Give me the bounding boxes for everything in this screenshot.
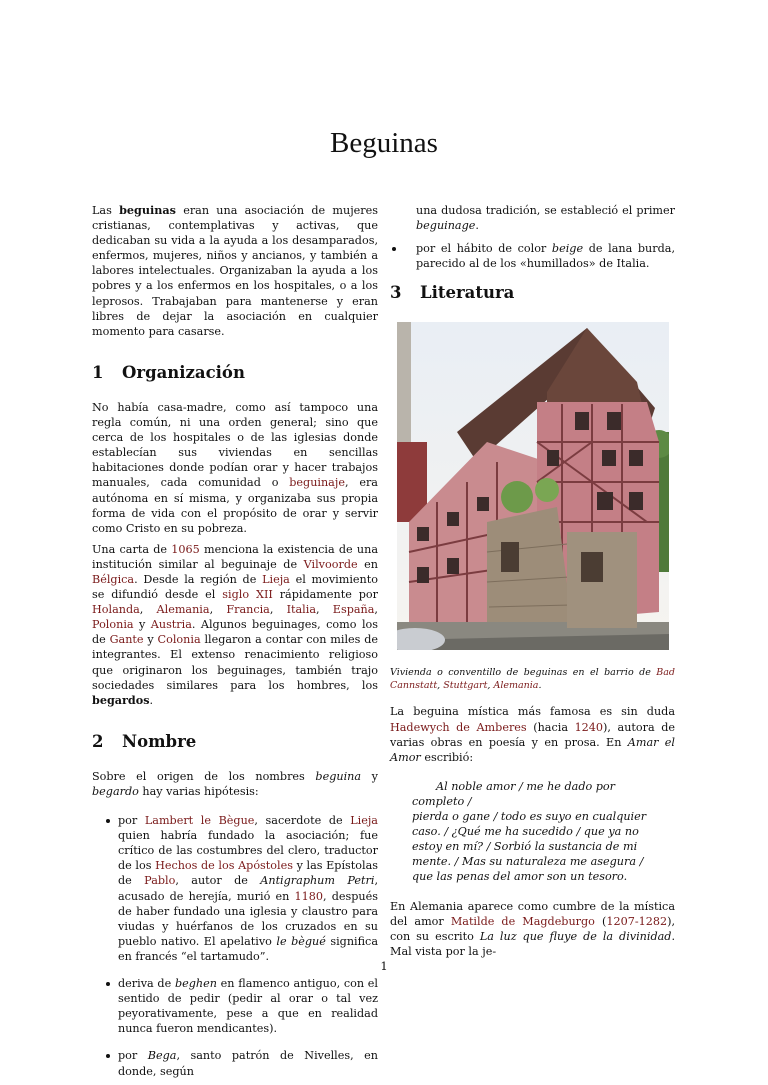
hypotheses-list xyxy=(92,813,378,1079)
link-gante[interactable]: Gante xyxy=(109,633,144,647)
page-number: 1 xyxy=(380,959,388,973)
organizacion-paragraph-1: No había casa-madre, como así tampoco una regla común, ni una orden general; sino que cerca de los hospitales o de las iglesias donde establecían sus viviendas en sencillas habitaciones donde podían orar y hacer trabajos manuales, cada comunidad o beguinaje, era autónoma en sí misma, y organizaba sus propia forma de vida con el propósito de orar y servir como Cristo en su pobreza. xyxy=(92,400,378,535)
link-alemania-caption[interactable]: Alemania xyxy=(493,680,539,692)
list-item: por el hábito de color beige de lana burda, parecido al de los «humillados» de Italia. xyxy=(390,241,675,271)
literatura-paragraph-2: En Alemania aparece como cumbre de la mística del amor Matilde de Magdeburgo (1207-1282), con su escrito La luz que fluye de la divinidad. Mal vista por la je- xyxy=(390,899,676,958)
nombre-paragraph: Sobre el origen de los nombres beguina y begardo hay varias hipótesis: xyxy=(92,769,378,798)
link-espana[interactable]: España xyxy=(332,603,375,617)
link-francia[interactable]: Francia xyxy=(226,603,270,617)
link-colonia[interactable]: Colonia xyxy=(157,633,201,647)
link-1240[interactable]: 1240 xyxy=(574,720,604,734)
link-hadewych[interactable]: Hadewych de Amberes xyxy=(390,720,527,734)
link-1180[interactable]: 1180 xyxy=(294,889,323,903)
right-column xyxy=(390,203,675,965)
link-hechos-de-los-apostoles[interactable]: Hechos de los Apóstoles xyxy=(155,859,293,873)
link-italia[interactable]: Italia xyxy=(286,603,317,617)
link-lambert-le-begue[interactable]: Lambert le Bègue xyxy=(144,814,255,828)
figure-caption: Vivienda o conventillo de beguinas en el barrio de Bad Cannstatt, Stuttgart, Alemania. xyxy=(390,667,675,692)
list-item: deriva de beghen en flamenco antiguo, con el sentido de pedir (pedir al orar o tal vez peyorativamente, pese a que en realidad nunca fueron mendicantes). xyxy=(92,976,378,1036)
list-item: por Bega, santo patrón de Nivelles, en donde, según xyxy=(92,1048,378,1078)
section-heading-organizacion: 1 Organización xyxy=(92,362,245,382)
link-matilde-de-magdeburgo[interactable]: Matilde de Magdeburgo xyxy=(450,914,595,928)
link-belgica[interactable]: Bélgica xyxy=(92,572,135,586)
link-siglo-xii[interactable]: siglo XII xyxy=(222,588,273,602)
link-austria[interactable]: Austria xyxy=(150,618,192,632)
organizacion-paragraph-2: Una carta de 1065 menciona la existencia de una institución similar al beguinaje de Vilvoorde en Bélgica. Desde la región de Lieja el movimiento se difundió desde el siglo XII rápidamente por Holanda, Alemania, Francia, Italia, España, Polonia y Austria. Algunos beguinages, como los de Gante y Colonia llegaron a contar con miles de integrantes. El extenso renacimiento religioso que originaron los beguinages, también trajo sociedades similares para los hombres, los begardos. xyxy=(92,542,379,707)
link-lieja[interactable]: Lieja xyxy=(262,572,290,586)
intro-paragraph: Las beguinas eran una asociación de mujeres cristianas, contemplativas y activas, que dedicaban su vida a la ayuda a los desamparados, enfermos, mujeres, niños y ancianos, y también a labores intelectuales. Organizaban la ayuda a los pobres y a los enfermos en los hospitales, o a los leprosos. Trabajaban para mantenerse y eran libres de dejar la asociación en cualquier momento para casarse. xyxy=(92,203,378,338)
link-stuttgart[interactable]: Stuttgart xyxy=(443,680,488,692)
link-pablo[interactable]: Pablo xyxy=(144,874,176,888)
link-holanda[interactable]: Holanda xyxy=(92,603,140,617)
section-heading-literatura: 3 Literatura xyxy=(390,283,515,303)
half-timbered-house-image xyxy=(397,322,669,650)
list-item-continuation: una dudosa tradición, se estableció el primer beguinage. xyxy=(416,204,675,233)
page-title: Beguinas xyxy=(330,127,438,160)
term-beguinas: beguinas xyxy=(119,203,176,217)
literatura-paragraph-1: La beguina mística más famosa es sin duda Hadewych de Amberes (hacia 1240), autora de varias obras en poesía y en prosa. En Amar el Amor escribió: xyxy=(390,705,675,764)
left-column xyxy=(92,203,378,1085)
link-1207-1282[interactable]: 1207-1282 xyxy=(606,914,668,928)
continuation-text: una dudosa tradición, se estableció el primer xyxy=(416,204,675,217)
term-begardos: begardos xyxy=(92,692,150,707)
link-bad-cannstatt[interactable]: Bad Cannstatt xyxy=(390,667,675,692)
link-alemania[interactable]: Alemania xyxy=(156,603,210,617)
link-1065[interactable]: 1065 xyxy=(171,542,200,556)
list-item: por Lambert le Bègue, sacerdote de Lieja quien habría fundado la asociación; fue crítico de las costumbres del clero, traductor de los Hechos de los Apóstoles y las Epístolas de Pablo, autor de Antigraphum Petri, acusado de herejía, murió en 1180, después de haber fundado una iglesia y claustro para viudas y huérfanos de los cruzados en su pueblo nativo. El apelativo le bègué significa en francés “el tartamudo”. xyxy=(92,813,378,964)
link-polonia[interactable]: Polonia xyxy=(92,618,134,632)
poem-quote: Al noble amor / me he dado por completo / pierda o gane / todo es suyo en cualquier caso. / ¿Qué me ha sucedido / que ya no estoy en mí? / Sorbió la sustancia de mi mente. / Mas su naturaleza me asegura / que las penas del amor son un tesoro. xyxy=(412,779,647,884)
link-vilvoorde[interactable]: Vilvoorde xyxy=(303,557,358,571)
section-heading-nombre: 2 Nombre xyxy=(92,731,197,751)
link-lieja-2[interactable]: Lieja xyxy=(350,814,378,828)
hypotheses-list-continued xyxy=(390,241,675,271)
house-photo xyxy=(397,322,669,650)
link-beguinaje[interactable]: beguinaje xyxy=(289,476,345,490)
